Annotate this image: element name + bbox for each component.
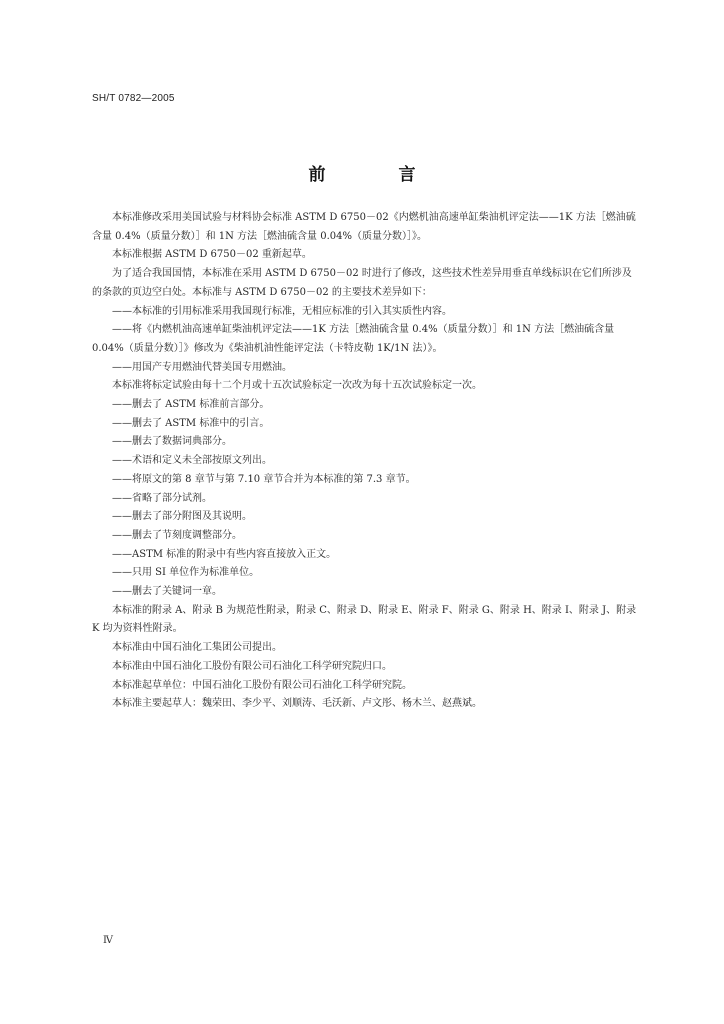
paragraph: ——只用 SI 单位作为标准单位。 [112,567,260,579]
paragraph: ——用国产专用燃油代替美国专用燃油。 [112,361,292,373]
paragraph: ——删去了关键词一章。 [112,586,222,598]
paragraph: ——将《内燃机油高速单缸柴油机评定法——1K 方法［燃油硫含量 0.4%（质量分数）］和 1N 方法［燃油硫含量 0.04%（质量分数）］》修改为《柴油机油性能评定法（卡特皮勒 1K/1N 法）》。 [92,324,615,354]
page-number: Ⅳ [103,935,113,946]
paragraph: 本标准由中国石油化工集团公司提出。 [112,642,282,654]
paragraph: 本标准由中国石油化工股份有限公司石油化工科学研究院归口。 [112,660,392,672]
paragraph: ——本标准的引用标准采用我国现行标准，无相应标准的引入其实质性内容。 [112,305,452,317]
paragraph: 为了适合我国国情，本标准在采用 ASTM D 6750－02 时进行了修改，这些技术性差异用垂直单线标识在它们所涉及的条款的页边空白处。本标准与 ASTM D 6750－02 的主要技术差异如下： [92,268,632,298]
paragraph: ——删去了 ASTM 标准中的引言。 [112,417,270,429]
paragraph: ——省略了部分试剂。 [112,492,212,504]
paragraph: 本标准根据 ASTM D 6750－02 重新起草。 [112,249,312,261]
paragraph: 本标准将标定试验由每十二个月或十五次试验标定一次改为每十五次试验标定一次。 [112,380,482,392]
document-body [92,209,637,714]
paragraph: ——删去了数据词典部分。 [112,436,232,448]
paragraph: 本标准修改采用美国试验与材料协会标准 ASTM D 6750－02《内燃机油高速单缸柴油机评定法——1K 方法［燃油硫含量 0.4%（质量分数）］和 1N 方法［燃油硫含量 0.04%（质量分数）］》。 [92,212,636,242]
paragraph: ——ASTM 标准的附录中有些内容直接放入正文。 [112,548,337,560]
paragraph: 本标准主要起草人：魏荣田、李少平、刘顺涛、毛沃新、卢文彤、杨木兰、赵燕斌。 [112,698,482,710]
paragraph: ——将原文的第 8 章节与第 7.10 章节合并为本标准的第 7.3 章节。 [112,473,416,485]
paragraph: 本标准起草单位：中国石油化工股份有限公司石油化工科学研究院。 [112,679,412,691]
paragraph: ——删去了部分附图及其说明。 [112,511,252,523]
paragraph: 本标准的附录 A、附录 B 为规范性附录，附录 C、附录 D、附录 E、附录 F、附录 G、附录 H、附录 I、附录 J、附录 K 均为资料性附录。 [92,604,637,635]
paragraph: ——删去了节刻度调整部分。 [112,529,242,541]
page-title: 前 言 [308,165,444,185]
paragraph: ——删去了 ASTM 标准前言部分。 [112,399,270,411]
standard-code: SH/T 0782—2005 [92,93,175,104]
paragraph: ——术语和定义未全部按原文列出。 [112,455,272,467]
